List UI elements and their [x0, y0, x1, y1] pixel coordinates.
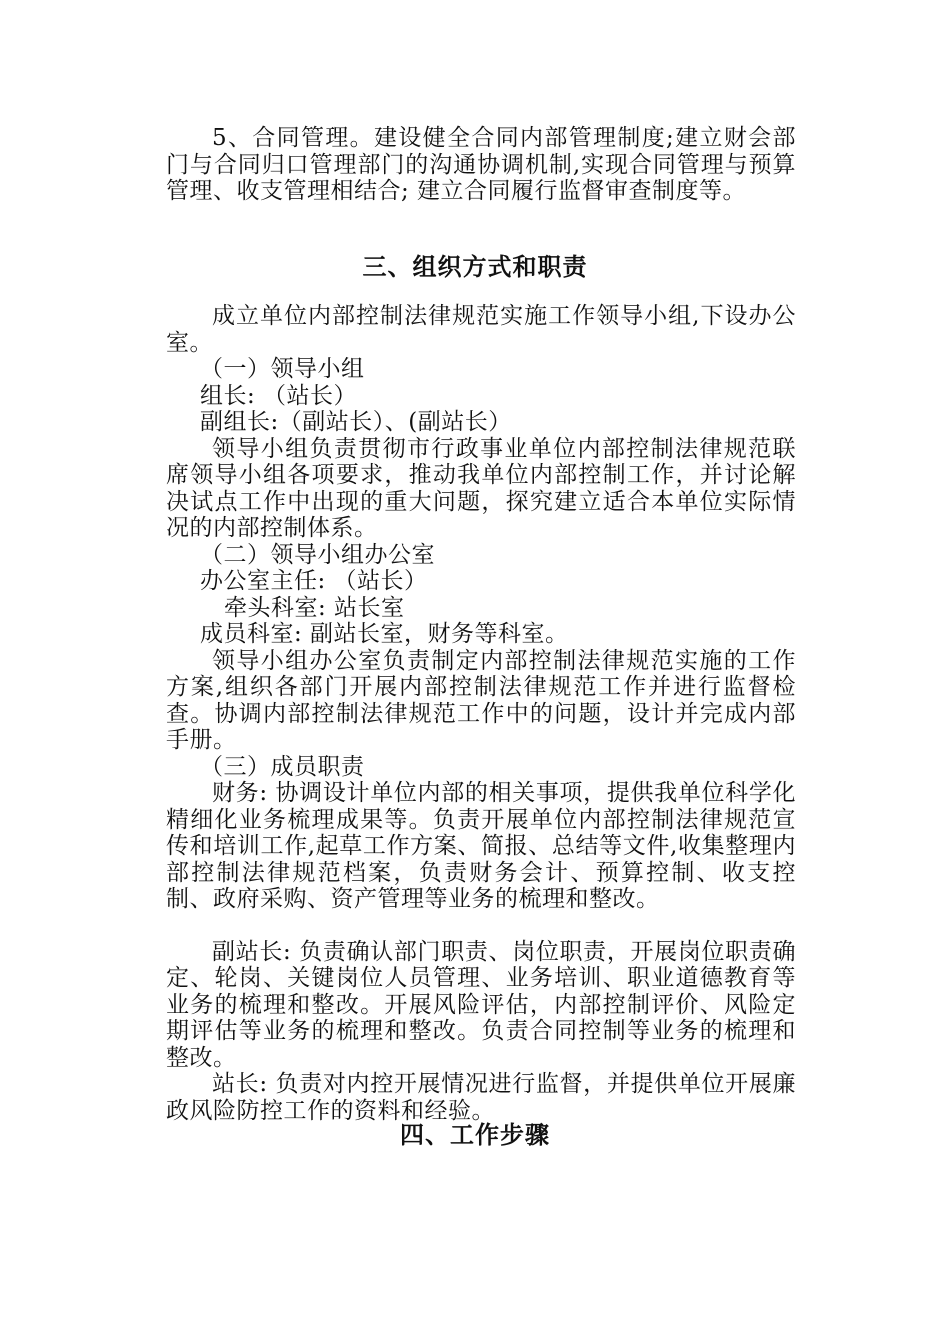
line-lead-office: 牵头科室: 站长室 — [224, 594, 405, 621]
paragraph-finance-duty: 财务: 协调设计单位内部的相关事项，提供我单位科学化精细化业务梳理成果等。负责开展单位内部控制法律规范宣传和培训工作,起草工作方案、简报、总结等文件,收集整理内部控制法律规范档案，负责财务会计、预算控制、收支控制、政府采购、资产管理等业务的梳理和整改。 — [166, 780, 796, 912]
paragraph-intro: 成立单位内部控制法律规范实施工作领导小组,下设办公室。 — [166, 303, 796, 356]
paragraph-spacer — [166, 913, 796, 939]
line-group-leader: 组长: （站长） — [200, 382, 358, 409]
paragraph-office-duty: 领导小组办公室负责制定内部控制法律规范实施的工作方案,组织各部门开展内部控制法律规范工作并进行监督检查。协调内部控制法律规范工作中的问题，设计并完成内部手册。 — [166, 647, 796, 753]
subheading-group-office: （二）领导小组办公室 — [200, 541, 435, 568]
line-office-director: 办公室主任: （站长） — [200, 568, 428, 594]
line-deputy-leader: 副组长:（副站长）、(副站长） — [200, 409, 512, 435]
contract-management-block — [166, 125, 796, 205]
paragraph-deputy-duty: 副站长: 负责确认部门职责、岗位职责，开展岗位职责确定、轮岗、关键岗位人员管理、业务培训、职业道德教育等业务的梳理和整改。开展风险评估，内部控制评价、风险定期评估等业务的梳理和整改。负责合同控制等业务的梳理和整改。 — [166, 938, 796, 1071]
section-heading-organization: 三、组织方式和职责 — [362, 252, 588, 281]
line-member-offices: 成员科室: 副站长室，财务等科室。 — [200, 621, 569, 647]
organization-block — [166, 303, 796, 1124]
subheading-member-duties: （三）成员职责 — [200, 753, 365, 780]
paragraph-director-duty: 站长: 负责对内控开展情况进行监督，并提供单位开展廉政风险防控工作的资料和经验。 — [166, 1071, 796, 1124]
paragraph-contract-management: 5、合同管理。建设健全合同内部管理制度;建立财会部门与合同归口管理部门的沟通协调机制,实现合同管理与预算管理、收支管理相结合; 建立合同履行监督审查制度等。 — [166, 125, 796, 204]
subheading-leading-group: （一）领导小组 — [200, 356, 365, 382]
section-heading-work-steps: 四、工作步骤 — [400, 1120, 550, 1149]
paragraph-leading-group-duty: 领导小组负责贯彻市行政事业单位内部控制法律规范联席领导小组各项要求，推动我单位内部控制工作，并讨论解决试点工作中出现的重大问题，探究建立适合本单位实际情况的内部控制体系。 — [166, 435, 796, 541]
